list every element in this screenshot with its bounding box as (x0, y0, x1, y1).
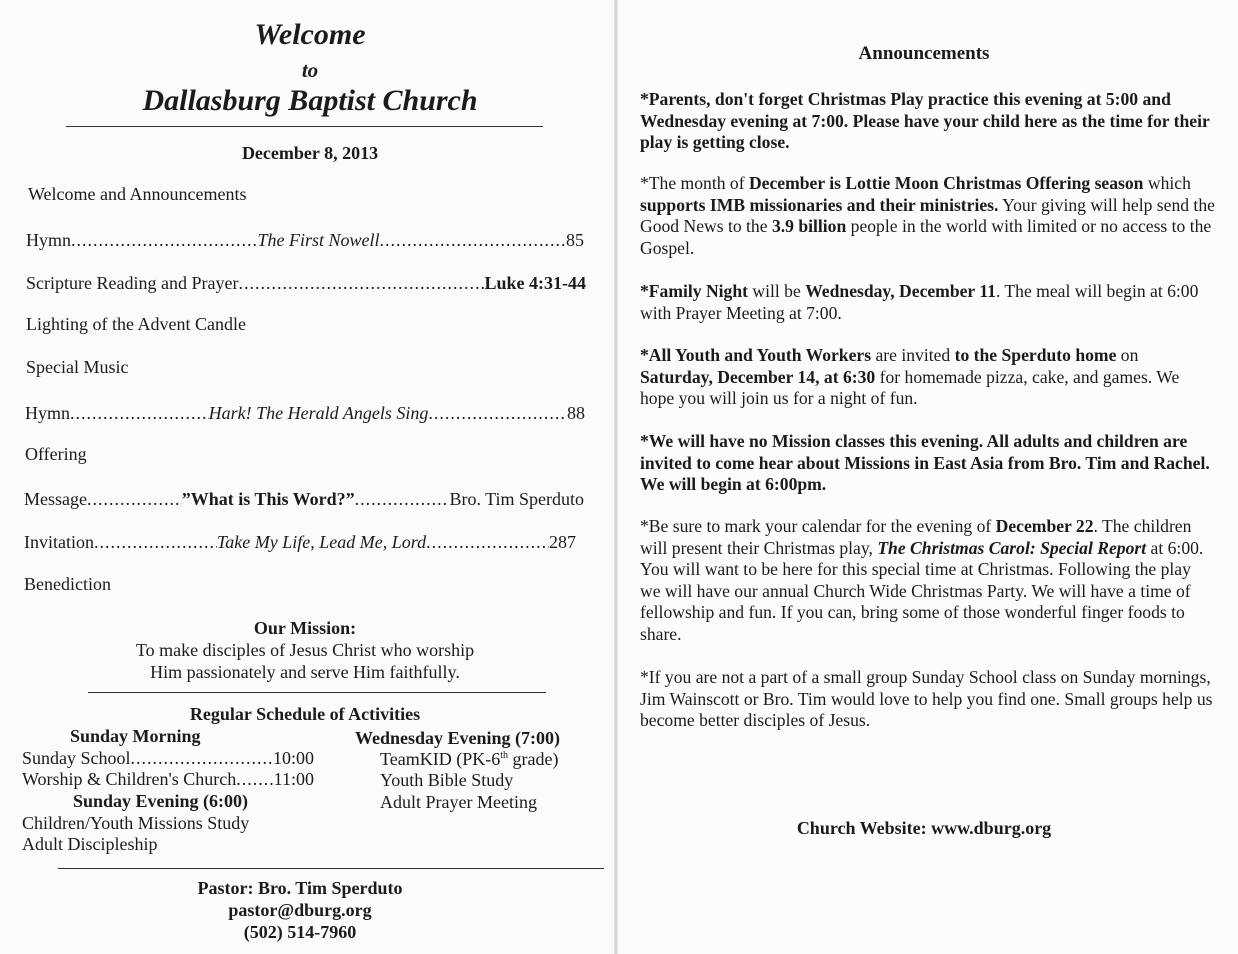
announcement-text: supports IMB missionaries and their ministries. (640, 194, 999, 215)
pastor-phone: (502) 514-7960 (243, 922, 357, 942)
announcement-text: . The children will present their Christmas play, (640, 516, 1192, 558)
announcement-paragraph (640, 345, 1215, 410)
dot-leader (236, 769, 273, 790)
announcement-text: for homemade pizza, cake, and games. We hope you will join us for a night of fun. (640, 366, 1180, 408)
scripture-reference: Luke 4:31-44 (484, 273, 586, 293)
order-item-welcome: Welcome and Announcements (28, 184, 247, 204)
dot-leader (94, 532, 217, 553)
church-website: Church Website: www.dburg.org (796, 818, 1052, 838)
hymn-number: 88 (567, 403, 585, 423)
announcement-text: are invited (871, 345, 955, 365)
mission-divider (88, 692, 546, 693)
announcements-title: Announcements (858, 43, 990, 64)
announcement-text: Wednesday, December 11 (805, 281, 996, 301)
mission-line: To make disciples of Jesus Christ who worship (135, 640, 475, 660)
announcement-text: Your giving will help send the Good News to the (640, 194, 1215, 236)
schedule-time: 11:00 (273, 769, 314, 789)
announcement-text: *Parents, don't forget Christmas Play practice this evening at 5:00 and Wednesday evening at 7:00. Please have your child here as the time for their play is getting close. (640, 89, 1210, 152)
dot-leader (70, 403, 209, 424)
order-item-scripture (26, 273, 586, 294)
welcome-heading: Welcome (254, 18, 366, 51)
church-name: Dallasburg Baptist Church (142, 84, 478, 117)
sunday-evening-heading: Sunday Evening (6:00) (73, 791, 249, 811)
hymn-title: Hark! The Herald Angels Sing (208, 403, 429, 423)
order-item-message (24, 489, 584, 510)
pastor-email: pastor@dburg.org (228, 900, 372, 920)
schedule-item: Youth Bible Study (380, 770, 514, 790)
dot-leader (428, 403, 567, 424)
announcement-text: Saturday, December 14, at 6:30 (640, 366, 876, 387)
schedule-time: 10:00 (272, 748, 314, 768)
announcement-text: *All Youth and Youth Workers (640, 345, 872, 365)
order-item-invitation (24, 532, 576, 553)
announcement-text: . The meal will begin at 6:00 with Prayer Meeting at 7:00. (640, 281, 1199, 323)
hymn-title: The First Nowell (257, 230, 380, 250)
announcement-text: *We will have no Mission classes this evening. All adults and children are invited to come hear about Missions in East Asia from Bro. Tim and Rachel. We will begin at 6:00pm. (640, 431, 1210, 494)
schedule-item: Adult Discipleship (22, 834, 158, 854)
schedule-divider (58, 868, 604, 869)
announcement-paragraph (640, 89, 1215, 154)
dot-leader (380, 230, 567, 251)
order-item-label: Hymn (26, 230, 71, 250)
announcement-text: will be (748, 281, 806, 301)
announcement-text: December is Lottie Moon Christmas Offering season (748, 173, 1144, 193)
announcement-text: *The month of (640, 173, 749, 193)
order-item-label: Hymn (25, 403, 70, 423)
announcement-paragraph (640, 281, 1215, 324)
announcement-text: The Christmas Carol: Special Report (877, 537, 1147, 558)
order-item-label: Invitation (24, 532, 94, 552)
sunday-morning-heading: Sunday Morning (70, 726, 201, 746)
schedule-item: Adult Prayer Meeting (380, 792, 537, 812)
order-item-offering: Offering (25, 444, 87, 464)
order-item-label: Scripture Reading and Prayer (26, 273, 239, 293)
announcement-paragraph (640, 516, 1215, 645)
dot-leader (87, 489, 182, 510)
announcement-text: at 6:00. You will want to be here for this special time at Christmas. Following the play we will have our annual Church Wide Christmas Party. We will have a time of fellowship and fun. If you can, bring some of those wonderful finger foods to share. (640, 537, 1204, 644)
announcement-paragraph (640, 667, 1215, 732)
order-item-hymn-1 (26, 230, 584, 251)
message-title: ”What is This Word?” (181, 489, 355, 509)
mission-title: Our Mission: (253, 618, 357, 638)
teamkid-label: TeamKID (PK-6 (380, 749, 501, 769)
hymn-title: Take My Life, Lead Me, Lord (216, 532, 427, 552)
announcement-text: people in the world with limited or no access to the Gospel. (640, 216, 1212, 258)
schedule-sunday-school (22, 748, 314, 769)
dot-leader (426, 532, 549, 553)
schedule-teamkid (380, 749, 558, 770)
order-item-advent-candle: Lighting of the Advent Candle (26, 314, 246, 334)
announcement-text: which (1143, 173, 1191, 193)
welcome-to: to (301, 58, 319, 82)
announcement-paragraph (640, 431, 1215, 496)
order-item-special-music: Special Music (26, 357, 129, 377)
announcement-text: *Be sure to mark your calendar for the evening of (640, 516, 996, 536)
hymn-number: 85 (566, 230, 585, 250)
announcement-text: 3.9 billion (771, 216, 847, 236)
announcement-text: *Family Night (640, 281, 749, 301)
announcement-paragraph (640, 173, 1215, 259)
schedule-title: Regular Schedule of Activities (189, 704, 421, 724)
dot-leader (131, 748, 273, 769)
teamkid-superscript: th (500, 750, 508, 761)
pastor-name: Pastor: Bro. Tim Sperduto (197, 878, 403, 898)
service-date: December 8, 2013 (241, 143, 379, 163)
announcement-text: December 22 (995, 516, 1094, 536)
schedule-worship (22, 769, 314, 790)
message-speaker: Bro. Tim Sperduto (449, 489, 585, 509)
order-item-label: Message (24, 489, 87, 509)
mission-line: Him passionately and serve Him faithfully. (150, 662, 460, 682)
teamkid-suffix: grade) (508, 749, 559, 769)
announcement-text: to the Sperduto home (954, 345, 1117, 365)
header-divider (66, 126, 543, 127)
announcement-text: on (1116, 345, 1139, 365)
order-item-hymn-2 (25, 403, 585, 424)
announcement-text: *If you are not a part of a small group Sunday School class on Sunday mornings, Jim Wainscott or Bro. Tim would love to help you find one. Small groups help us become better disciples of Jesus. (640, 667, 1213, 730)
dot-leader (71, 230, 258, 251)
schedule-label: Sunday School (22, 748, 131, 768)
hymn-number: 287 (549, 532, 576, 552)
order-item-benediction: Benediction (24, 574, 111, 594)
dot-leader (355, 489, 450, 510)
wednesday-evening-heading: Wednesday Evening (7:00) (355, 728, 561, 748)
schedule-item: Children/Youth Missions Study (22, 813, 250, 833)
dot-leader (238, 273, 484, 294)
schedule-label: Worship & Children's Church (22, 769, 237, 789)
